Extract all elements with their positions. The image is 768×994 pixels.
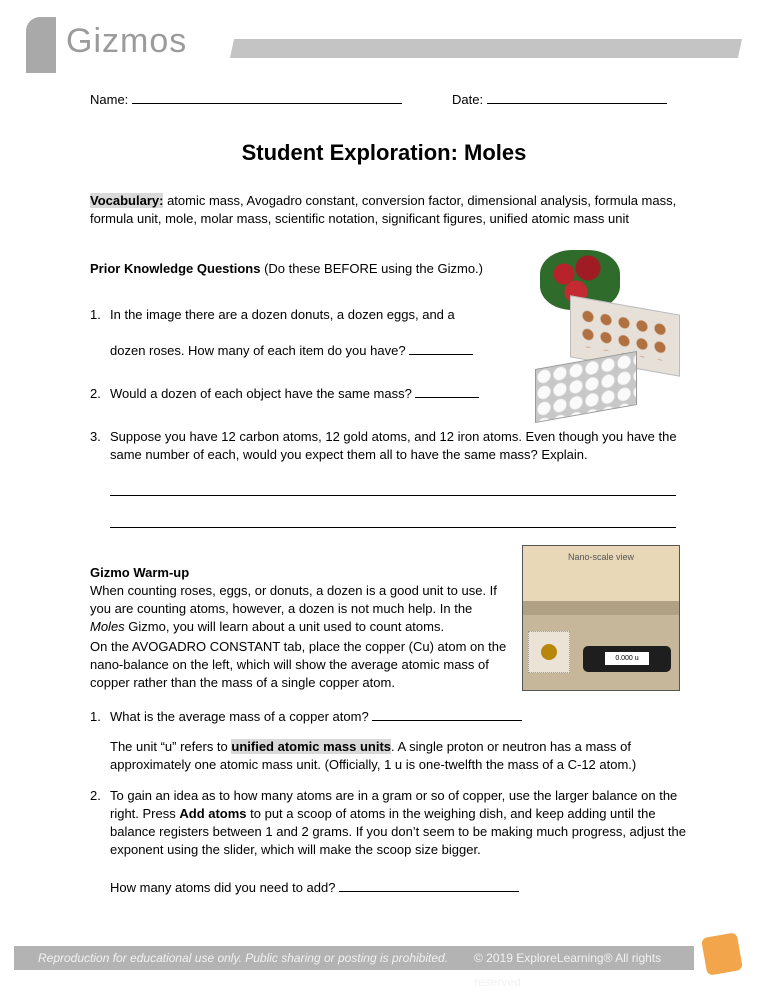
answer-line[interactable] bbox=[110, 495, 676, 496]
explorelearning-logo bbox=[26, 17, 56, 73]
gizmos-brand: Gizmos bbox=[66, 22, 188, 60]
warmup-q1-text: What is the average mass of a copper atom? bbox=[110, 709, 369, 724]
shelf bbox=[523, 601, 679, 615]
date-field[interactable] bbox=[452, 92, 667, 107]
footer-notice: Reproduction for educational use only. Public sharing or posting is prohibited. bbox=[38, 951, 449, 965]
prior-q3-number: 3. bbox=[90, 429, 101, 444]
nano-balance bbox=[583, 646, 671, 672]
prior-q2-number: 2. bbox=[90, 386, 101, 401]
balance-readout: 0.000 u bbox=[605, 652, 649, 665]
explorelearning-badge bbox=[701, 932, 743, 976]
warmup-paragraph-2: On the AVOGADRO CONSTANT tab, place the copper (Cu) atom on the nano-balance on the left, which will show the average atomic mass of copper rather than the mass of a single copper atom. bbox=[90, 639, 507, 690]
name-field[interactable] bbox=[90, 92, 402, 107]
warmup-q2-answer[interactable] bbox=[110, 879, 519, 897]
warmup-q2-number: 2. bbox=[90, 788, 101, 803]
prior-q1-text: In the image there are a dozen donuts, a dozen eggs, and a bbox=[110, 307, 455, 322]
sim-title: Nano-scale view bbox=[567, 552, 635, 562]
prior-q1-answer[interactable] bbox=[110, 342, 473, 360]
prior-q2-answer[interactable] bbox=[110, 385, 479, 403]
header-bar bbox=[230, 39, 742, 58]
roses-donuts-eggs-image bbox=[530, 250, 680, 420]
date-label: Date: bbox=[452, 92, 484, 107]
warmup-q1-answer[interactable] bbox=[110, 708, 522, 726]
warmup-paragraph-1: When counting roses, eggs, or donuts, a dozen is a good unit to use. If you are counting atoms, however, a dozen is not much help. In the Moles Gizmo, you will learn about a unit used to count atoms. bbox=[90, 583, 497, 634]
vocab-label: Vocabulary: bbox=[90, 193, 164, 208]
prior-q1-number: 1. bbox=[90, 307, 101, 322]
footer-bar bbox=[14, 946, 694, 989]
warmup-q2-text: To gain an idea as to how many atoms are in a gram or so of copper, use the larger balance on the right. Press Add atoms to put a scoop of atoms in the weighing dish, and keep adding until the balance registers between 1 and 2 grams. If you don’t seem to be making much progress, adjust the exponent using the slider, which will make the scoop size bigger. bbox=[110, 788, 686, 857]
footer-copyright: © 2019 ExploreLearning® All rights reserved bbox=[474, 951, 662, 989]
warmup-q1-number: 1. bbox=[90, 709, 101, 724]
prior-title: Prior Knowledge Questions bbox=[90, 261, 261, 276]
vocabulary bbox=[90, 192, 690, 228]
prior-q2-text: Would a dozen of each object have the same mass? bbox=[110, 386, 412, 401]
warmup-heading: Gizmo Warm-up bbox=[90, 565, 190, 580]
prior-note: (Do these BEFORE using the Gizmo.) bbox=[260, 261, 483, 276]
warmup-q2-ask: How many atoms did you need to add? bbox=[110, 880, 336, 895]
answer-line[interactable] bbox=[110, 527, 676, 528]
vocab-text: atomic mass, Avogadro constant, conversion factor, dimensional analysis, formula mass, formula unit, mole, molar mass, scientific notation, significant figures, unified atomic mass unit bbox=[90, 193, 677, 226]
prior-heading bbox=[90, 260, 483, 278]
page-title: Student Exploration: Moles bbox=[241, 140, 527, 165]
nano-balance-left[interactable] bbox=[528, 631, 570, 673]
name-label: Name: bbox=[90, 92, 129, 107]
copper-atom[interactable] bbox=[541, 644, 557, 660]
prior-q1-text2: dozen roses. How many of each item do you have? bbox=[110, 343, 406, 358]
prior-q3-text: Suppose you have 12 carbon atoms, 12 gold atoms, and 12 iron atoms. Even though you have the same number of each, would you expect them all to have the same mass? Explain. bbox=[110, 429, 677, 462]
gizmo-screenshot bbox=[522, 545, 680, 691]
unit-explanation: The unit “u” refers to unified atomic mass units. A single proton or neutron has a mass of approximately one atomic mass unit. (Officially, 1 u is one-twelfth the mass of a C-12 atom.) bbox=[110, 739, 637, 772]
